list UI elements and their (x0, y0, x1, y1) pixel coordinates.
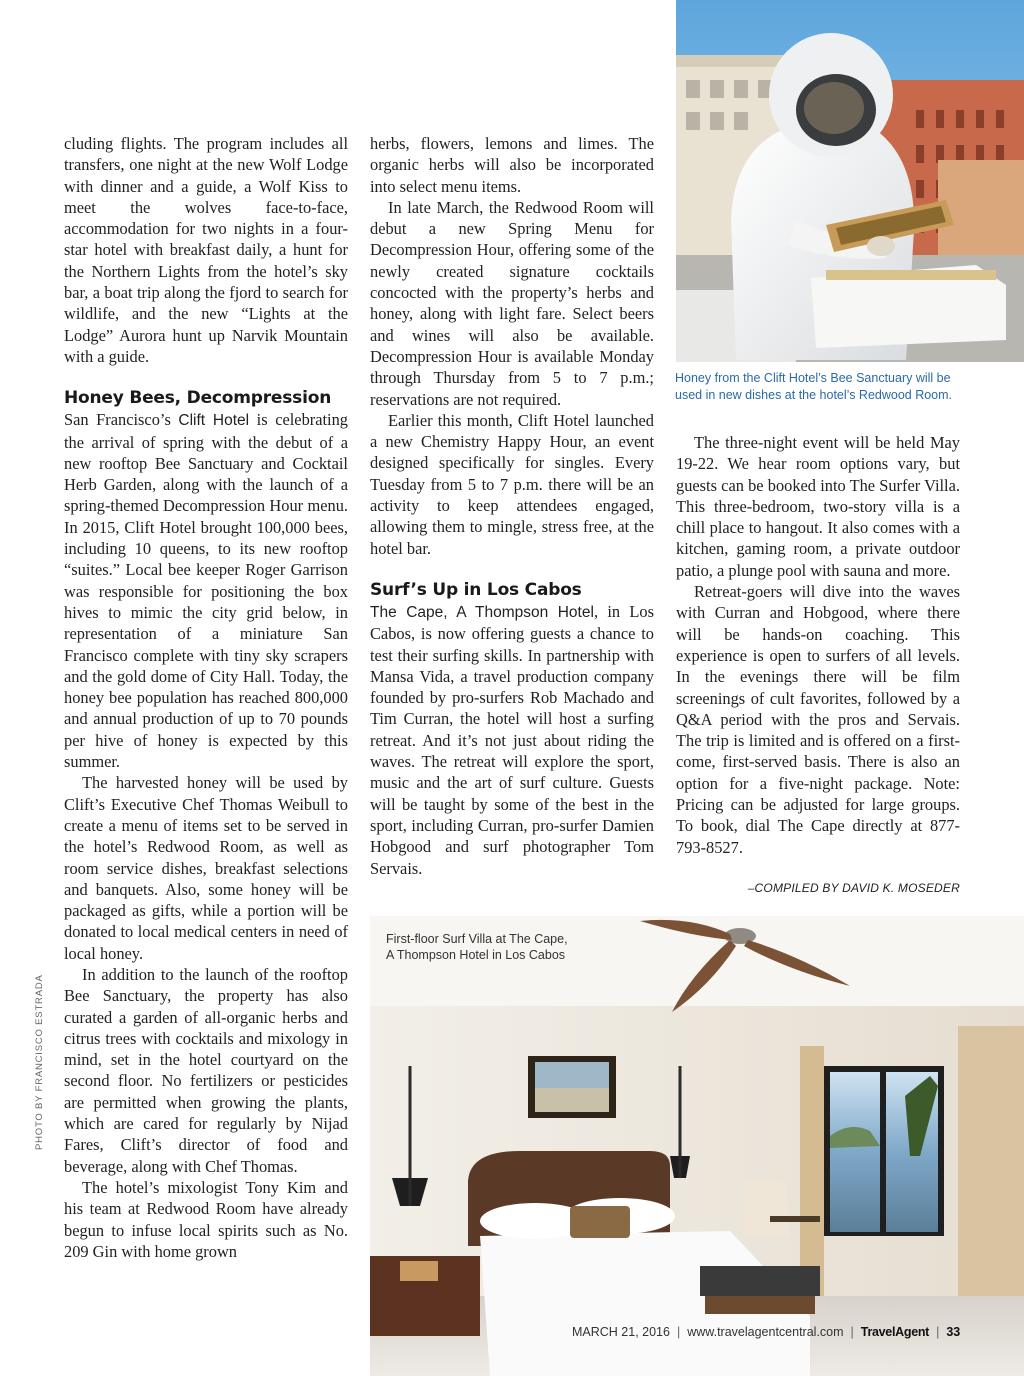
mixologist-paragraph: The hotel’s mixologist Tony Kim and his team at Redwood Room have already begun to infuse local spirits such as No. 209 Gin with home grown (64, 1177, 348, 1261)
clift-hotel-intro-paragraph: San Francisco’s Clift Hotel is celebrating the arrival of spring with the debut of a new rooftop Bee Sanctuary and Cocktail Herb Garden, along with the launch of a spring-themed Decompression Hour menu. In 2015, Clift Hotel brought 100,000 bees, including 10 queens, to its new rooftop “suites.” Local bee keeper Roger Garrison was responsible for positioning the box hives to mimic the city grid below, in representation of a miniature San Francisco complete with tiny sky scrapers and the gold dome of City Hall. Today, the honey bee population has reached 800,000 and annual production of up to 70 pounds per hive of honey is expected by this summer. (64, 410, 349, 772)
the-cape-paragraph: The Cape, A Thompson Hotel, in Los Cabos, is now offering guests a chance to test their surfing skills. In partnership with Mansa Vida, a travel production company founded by pro-surfers Rob Machado and Tim Curran, the hotel will host a surfing retreat. And it’s not just about riding the waves. The retreat will explore the sport, music and the art of surf culture. Guests will be taught by some of the best in the sport, including Curran, pro-surfer Damien Hobgood and surf photographer Tom Servais. (370, 601, 654, 878)
surf-villa-caption (386, 931, 568, 963)
beekeeper-photo (676, 0, 1024, 362)
surfs-up-heading: Surf’s Up in Los Cabos (370, 579, 582, 600)
article-column-2 (370, 133, 654, 879)
article-column-1 (64, 133, 348, 1262)
footer-url[interactable]: www.travelagentcentral.com (687, 1325, 844, 1339)
three-night-event-paragraph: The three-night event will be held May 19-22. We hear room options vary, but guests can be booked into The Surfer Villa. This three-bedroom, two-story villa is a chill place to hangout. It also comes with a kitchen, gaming room, a private outdoor patio, a plunge pool with sauna and more. (676, 433, 960, 580)
footer-brand: TravelAgent (860, 1325, 930, 1339)
clift-hotel-name: Clift Hotel (178, 412, 250, 430)
herbs-continuation-paragraph: herbs, flowers, lemons and limes. The organic herbs will also be incorporated into select menu items. (370, 134, 654, 196)
compiled-by-byline: –COMPILED BY DAVID K. MOSEDER (747, 881, 960, 895)
spring-menu-paragraph: In late March, the Redwood Room will debut a new Spring Menu for Decompression Hour, offering some of the newly created signature cocktails concocted with the property’s herbs and honey, along with light fare. Select beers and wines will also be available. Decompression Hour is available Monday through Thursday from 5 to 7 p.m.; reservations are not required. (370, 197, 654, 409)
retreat-goers-paragraph: Retreat-goers will dive into the waves with Curran and Hobgood, where there will be hands-on coaching. This experience is open to surfers of all levels. In the evenings there will be film screenings of cult favorites, followed by a Q&A period with the pros and Servais. The trip is limited and is offered on a first-come, first-served basis. There is also an option for a five-night package. Note: Pricing can be adjusted for large groups. To book, dial The Cape directly at 877-793-8527. (676, 582, 960, 857)
organic-garden-paragraph: In addition to the launch of the rooftop Bee Sanctuary, the property has also curated a garden of all-organic herbs and citrus trees with cocktails and mixology in mind, set in the hotel courtyard on the second floor. No fertilizers or pesticides are permitted when growing the plants, which are cared for regularly by Nijad Fares, Clift’s director of food and beverage, along with Chef Thomas. (64, 964, 348, 1176)
surf-villa-caption-line1: First-floor Surf Villa at The Cape, (386, 932, 568, 946)
norway-trip-paragraph: cluding flights. The program includes all transfers, one night at the new Wolf Lodge with dinner and a guide, a Wolf Kiss to meet the wolves face-to-face, accommodation for two nights in a four-star hotel with breakfast daily, a hunt for the Northern Lights from the hotel’s sky bar, a boat trip along the fjord to search for wildlife, and the new “Lights at the Lodge” Aurora hunt up Narvik Mountain with a guide. (64, 134, 348, 366)
surf-villa-photo (370, 916, 1024, 1376)
harvested-honey-paragraph: The harvested honey will be used by Clift’s Executive Chef Thomas Weibull to create a menu of items set to be served in the hotel’s Redwood Room, as well as room service dishes, breakfast selections and banquets. Also, some honey will be packaged as gifts, while a portion will be donated to local medical centers in need of local honey. (64, 773, 348, 963)
surf-villa-caption-line2: A Thompson Hotel in Los Cabos (386, 948, 566, 962)
photo-credit: PHOTO BY FRANCISCO ESTRADA (34, 974, 45, 1150)
footer-date: MARCH 21, 2016 (572, 1325, 670, 1339)
page-number: 33 (946, 1325, 961, 1339)
page-footer: MARCH 21, 2016 | www.travelagentcentral.com | TravelAgent | 33 (572, 1325, 961, 1339)
the-cape-hotel-name: The Cape, A Thompson Hotel (370, 603, 594, 621)
article-column-3 (676, 432, 960, 858)
bee-photo-caption: Honey from the Clift Hotel’s Bee Sanctuary will be used in new dishes at the hotel’s Redwood Room. (675, 371, 953, 402)
honey-bees-heading: Honey Bees, Decompression (64, 388, 332, 409)
chemistry-happy-hour-paragraph: Earlier this month, Clift Hotel launched a new Chemistry Happy Hour, an event designed specifically for singles. Every Tuesday from 5 to 7 p.m. there will be an activity to keep attendees engaged, allowing them to mingle, stress free, at the hotel bar. (370, 410, 654, 558)
